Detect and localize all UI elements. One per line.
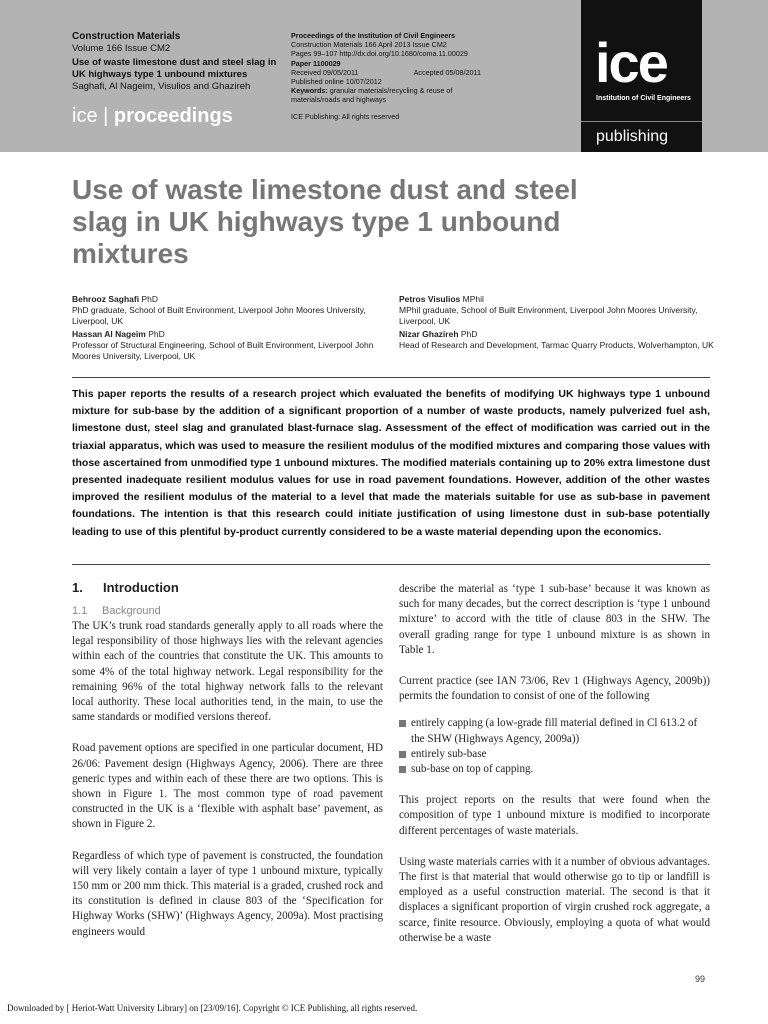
section-number: 1. — [72, 580, 83, 595]
square-bullet-icon — [399, 766, 406, 773]
section-heading — [72, 580, 383, 595]
author — [399, 329, 714, 351]
keywords — [291, 86, 491, 104]
ice-logo-icon — [595, 38, 691, 88]
download-footer: Downloaded by [ Heriot-Watt University Library] on [23/09/16]. Copyright © ICE Publishing, all rights reserved. — [7, 1003, 418, 1013]
author-degree: MPhil — [460, 294, 484, 304]
author-affiliation: MPhil graduate, School of Built Environment, Liverpool John Moores University, Liverpool, UK — [399, 305, 698, 326]
authors-right — [399, 294, 714, 353]
author — [399, 294, 714, 327]
body-paragraph: describe the material as ‘type 1 sub-base’ because it was known as such for many decades, but the correct description is ‘type 1 unbound mixture’ to accord with the title of clause 803 in the SHW. The overall grading range for type 1 unbound mixture is as shown in Table 1. — [399, 583, 710, 656]
abstract-top-rule — [72, 377, 710, 378]
paper-number: Paper 1100029 — [291, 58, 341, 68]
dates-row — [291, 68, 491, 77]
journal-header — [0, 0, 768, 152]
author-name: Behrooz Saghafi — [72, 294, 140, 304]
proceedings-title: Proceedings of the Institution of Civil Engineers — [291, 31, 456, 40]
author-degree: PhD — [145, 329, 165, 339]
body-paragraph: Current practice (see IAN 73/06, Rev 1 (Highways Agency, 2009b)) permits the foundation to consist of one of the following — [399, 675, 710, 703]
list-item-text: entirely sub-base — [411, 747, 487, 760]
journal-name: Construction Materials — [72, 31, 181, 42]
subsection-title: Background — [102, 605, 161, 617]
abstract-bottom-rule — [72, 564, 710, 565]
body-paragraph: Road pavement options are specified in one particular document, HD 26/06: Pavement design (Highways Agency, 2006). There are three generic types and within each of these there are two options. This is shown in Figure 1. The most common type of road pavement constructed in the UK is a ‘flexible with asphalt base’ pavement, as shown in Figure 2. — [72, 742, 383, 831]
foundation-options-list — [399, 716, 710, 777]
ice-proceedings-brand — [72, 105, 287, 127]
author-affiliation: Professor of Structural Engineering, School of Built Environment, Liverpool John Moores University, Liverpool, UK — [72, 340, 374, 361]
running-title: Use of waste limestone dust and steel slag in UK highways type 1 unbound mixtures — [72, 57, 277, 80]
accepted-date: Accepted 05/08/2011 — [413, 67, 481, 77]
keywords-label: Keywords: — [291, 86, 328, 96]
right-column — [399, 582, 710, 962]
section-title: Introduction — [103, 580, 179, 595]
header-metadata — [291, 31, 491, 121]
author — [72, 294, 387, 327]
list-item — [399, 762, 710, 777]
body-paragraph: Using waste materials carries with it a number of obvious advantages. The first is that material that would otherwise go to tip or landfill is employed as a useful construction material. The second is that it displaces a significant proportion of virgin crushed rock aggregate, a scarce, finite resource. Obviously, employing a quota of what would otherwise be a waste — [399, 855, 710, 944]
ice-publishing-logo — [581, 0, 702, 152]
subsection-heading — [72, 605, 383, 617]
author-name: Hassan Al Nageim — [72, 329, 146, 339]
header-left — [72, 31, 287, 127]
author-name: Petros Visulios — [399, 294, 461, 304]
author-affiliation: PhD graduate, School of Built Environment, Liverpool John Moores University, Liverpool, UK — [72, 305, 366, 326]
body-paragraph: The UK’s trunk road standards generally apply to all roads where the legal responsibility of those highways lies with the relevant agencies within each of the countries that constitute the UK. This amounts to some 4% of the total highway network. Legal responsibility for the remaining 96% of the total highway network falls to the relevant local authority. These local authorities tend, in the main, to use the same standards or modified versions thereof. — [72, 620, 383, 724]
list-item — [399, 716, 710, 746]
ice-logo-text: ice — [595, 38, 667, 88]
square-bullet-icon — [399, 751, 406, 758]
author-name: Nizar Ghazireh — [399, 329, 459, 339]
body-paragraph: Regardless of which type of pavement is constructed, the foundation will very likely contain a layer of type 1 unbound mixture, typically 150 mm or 200 mm thick. This material is a graded, crushed rock and its constitution is defined in clause 803 of the ‘Specification for Highway Works (SHW)’ (Highways Agency, 2009a). Most practising engineers would — [72, 849, 383, 938]
author — [72, 329, 387, 362]
page-number: 99 — [695, 974, 706, 984]
pages-doi: Pages 99–107 http://dx.doi.org/10.1680/coma.11.00029 — [291, 49, 468, 59]
square-bullet-icon — [399, 720, 406, 727]
paper-title: Use of waste limestone dust and steel slag in UK highways type 1 unbound mixtures — [72, 174, 578, 269]
copyright-notice: ICE Publishing: All rights reserved — [291, 111, 400, 121]
brand-prefix: ice | — [72, 105, 114, 127]
abstract: This paper reports the results of a research project which evaluated the benefits of modifying UK highways type 1 unbound mixture for sub-base by the addition of a significant proportion of a number of waste products, namely pulverized fuel ash, limestone dust, steel slag and granulated blast-furnace slag. Assessment of the effect of modification was carried out in the triaxial apparatus, which was used to measure the resilient modulus of the modified mixtures and comparing those values with those ascertained from unmodified type 1 unbound mixtures. The modified materials containing up to 20% extra limestone dust presented inadequate resilient modulus values for use in road pavement foundations. However, addition of the other wastes improved the resilient modulus of the material to a level that made the materials suitable for use as sub-base in pavement foundations. The intention is that this research could initiate justification of using limestone dust in sub-base potentially leading to use of this plentiful by-product currently considered to be a waste material depending upon the economics. — [72, 388, 710, 538]
published-date: Published online 10/07/2012 — [291, 77, 382, 87]
left-column — [72, 580, 383, 956]
author-affiliation: Head of Research and Development, Tarmac Quarry Products, Wolverhampton, UK — [399, 340, 714, 350]
ice-logo-subtitle: Institution of Civil Engineers — [596, 95, 691, 102]
authors-left — [72, 294, 387, 364]
journal-volume: Volume 166 Issue CM2 — [72, 43, 171, 54]
list-item-text: entirely capping (a low-grade fill material defined in Cl 613.2 of the SHW (Highways Agency, 2009a)) — [411, 717, 698, 745]
list-item-text: sub-base on top of capping. — [411, 763, 534, 776]
subsection-number: 1.1 — [72, 605, 88, 617]
ice-logo-publishing: publishing — [596, 128, 669, 145]
body-paragraph: This project reports on the results that were found when the composition of type 1 unbound mixture is modified to incorporate different percentages of waste materials. — [399, 794, 710, 837]
citation: Construction Materials 166 April 2013 Issue CM2 — [291, 40, 447, 50]
received-date: Received 09/05/2011 — [291, 67, 359, 77]
list-item — [399, 747, 710, 762]
author-degree: PhD — [139, 294, 158, 304]
logo-divider — [581, 121, 702, 122]
keywords-text: granular materials/recycling & reuse of materials/roads and highways — [291, 86, 453, 105]
brand-name: proceedings — [113, 105, 233, 127]
author-degree: PhD — [458, 329, 478, 339]
running-authors: Saghafi, Al Nageim, Visulios and Ghazireh — [72, 81, 251, 92]
